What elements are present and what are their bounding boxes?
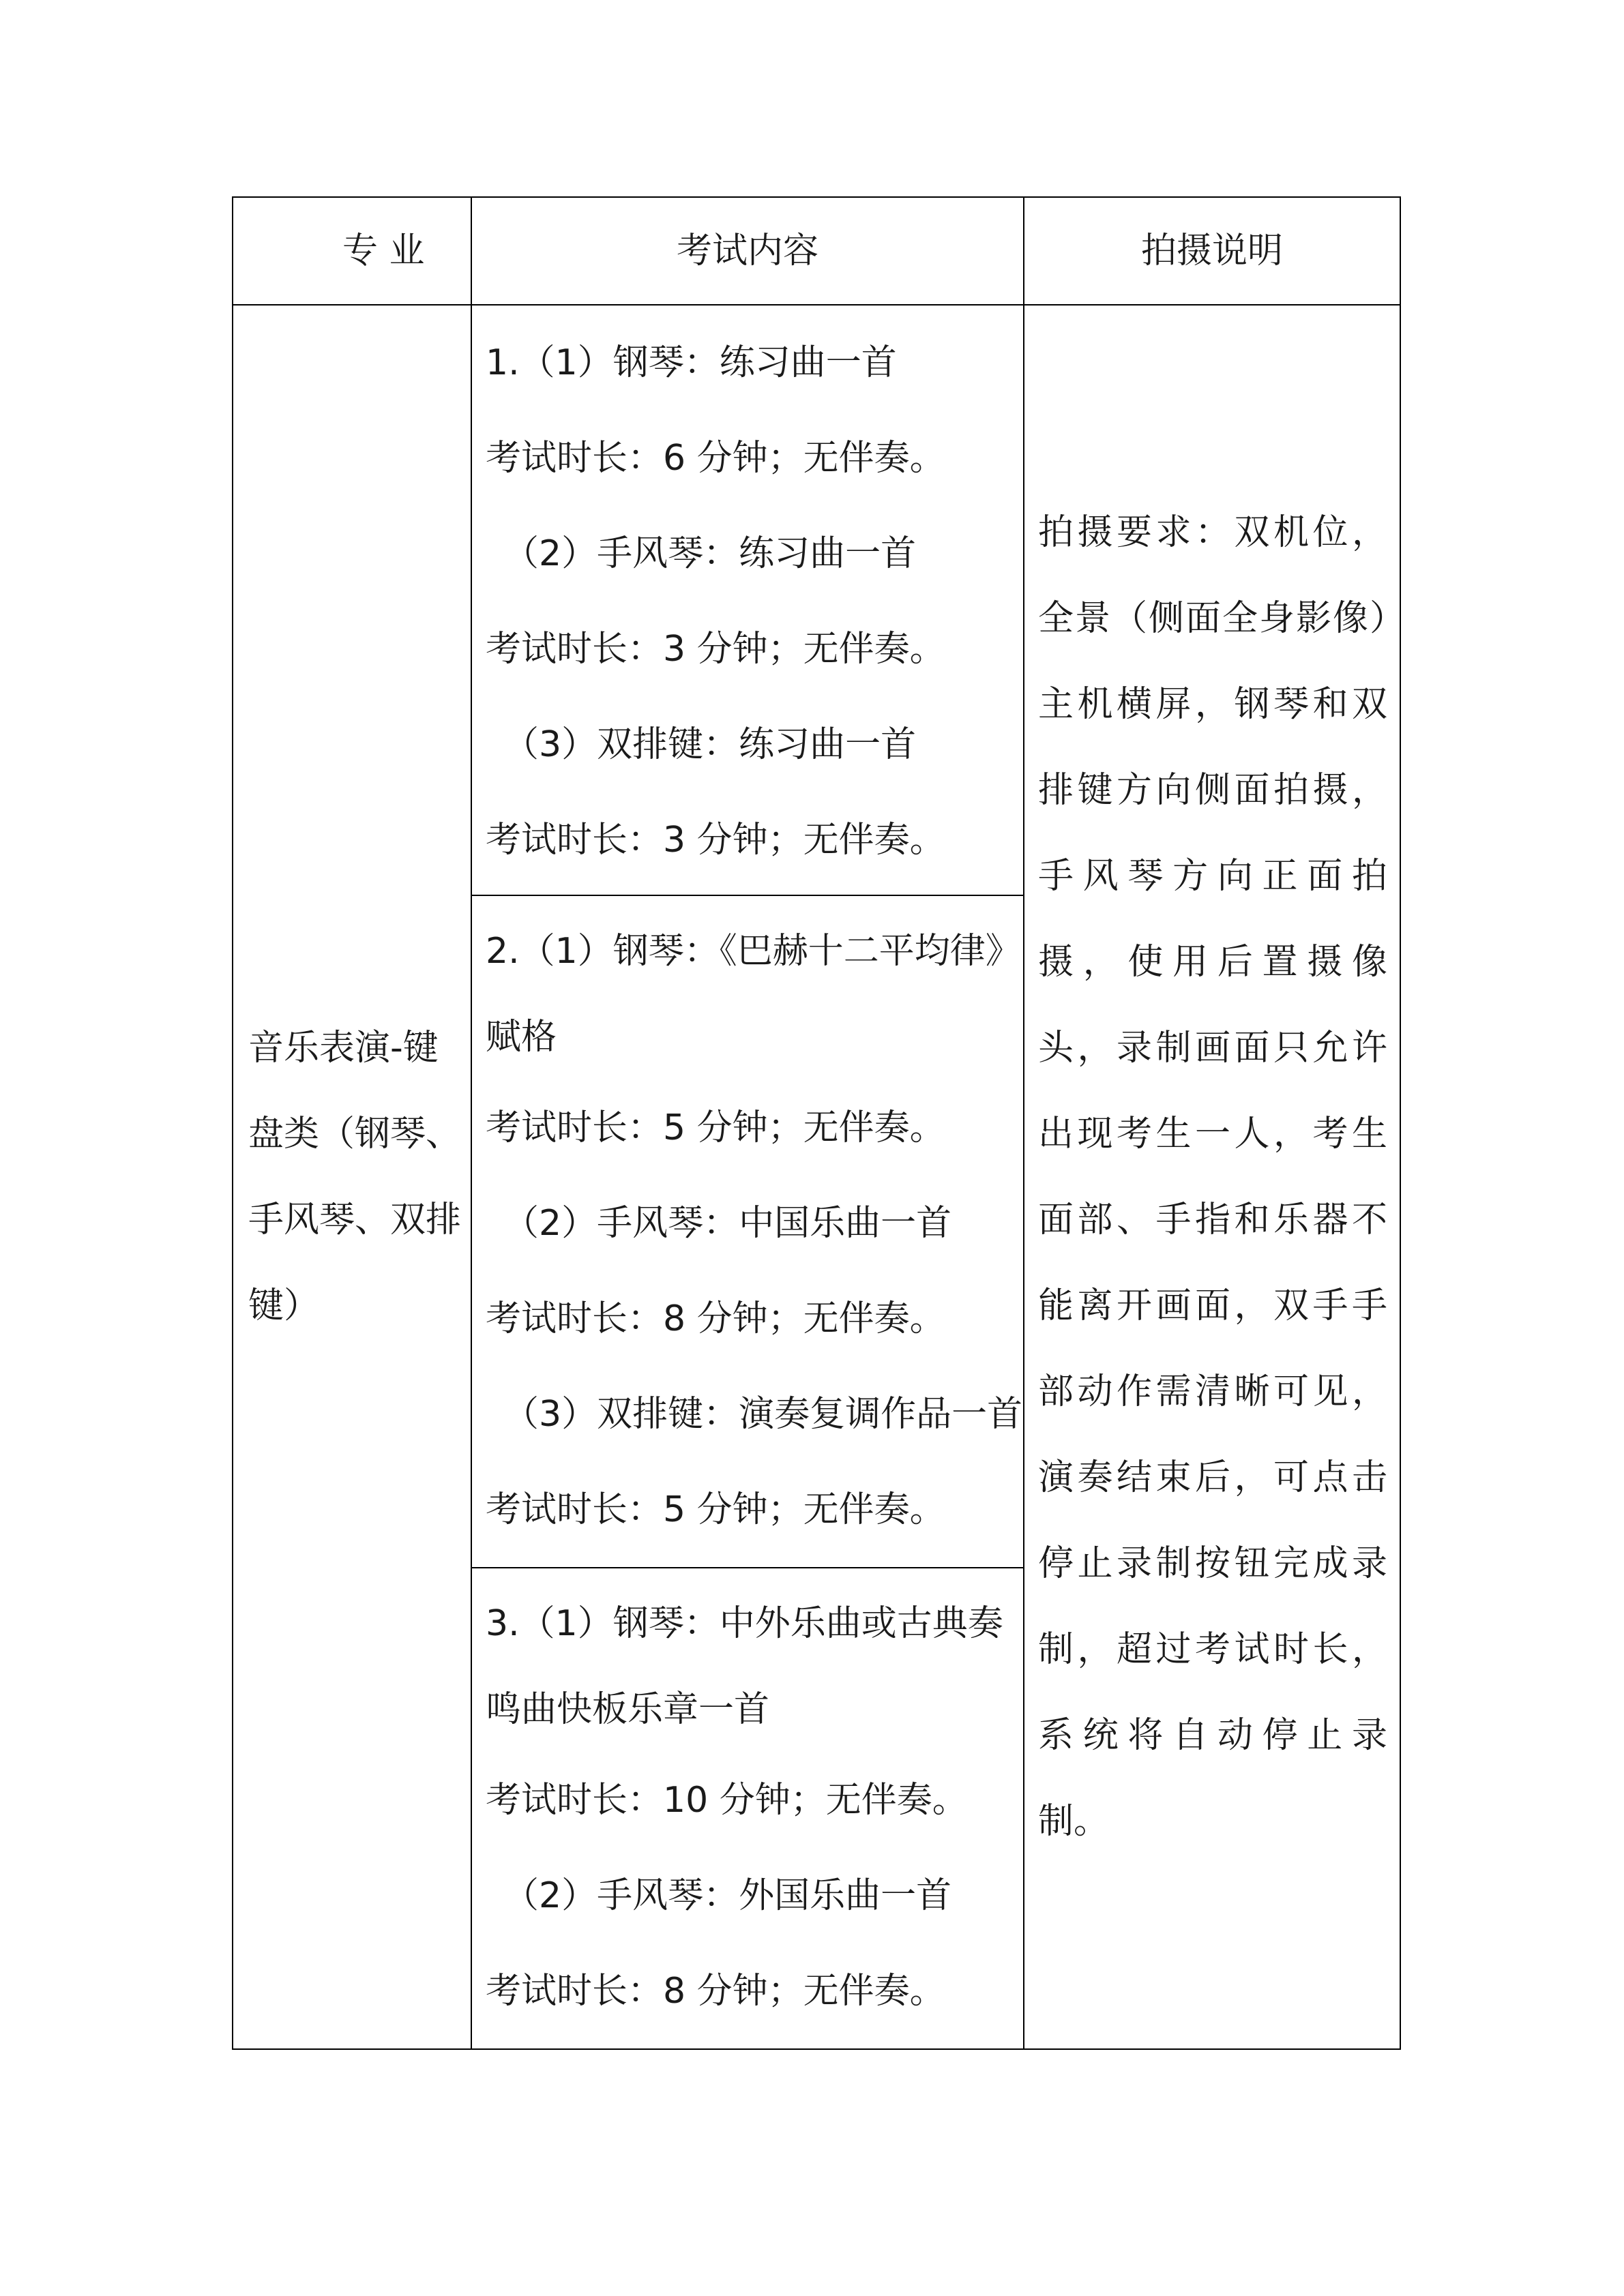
- content-line: 考试时长：8 分钟；无伴奏。: [486, 1298, 945, 1339]
- header-shooting-label: 拍摄说明: [1140, 230, 1283, 271]
- header-row: [233, 197, 1400, 305]
- header-shooting: [1024, 197, 1400, 305]
- content-line: 考试时长：3 分钟；无伴奏。: [486, 820, 945, 861]
- content-line: （3）双排键：演奏复调作品一首: [503, 1394, 1023, 1435]
- header-content: [471, 197, 1024, 305]
- shooting-cell: 拍摄要求：双机位，全景（侧面全身影像）主机横屏，钢琴和双排键方向侧面拍摄，手风琴方向正面拍摄，使用后置摄像头，录制画面只允许出现考生一人，考生面部、手指和乐器不能离开画面，双手手部动作需清晰可见，演奏结束后，可点击停止录制按钮完成录制，超过考试时长，系统将自动停止录制。: [1024, 305, 1400, 2049]
- content-line: （3）双排键：练习曲一首: [503, 724, 917, 765]
- content-line: 2.（1）钢琴：《巴赫十二平均律》赋格: [486, 931, 1003, 1058]
- content-line: （2）手风琴：外国乐曲一首: [503, 1875, 952, 1916]
- content-section-2: [471, 895, 1024, 1568]
- content-line: （2）手风琴：中国乐曲一首: [503, 1203, 952, 1244]
- header-major: [233, 197, 471, 305]
- content-section-1: [471, 305, 1024, 895]
- content-line: 考试时长：5 分钟；无伴奏。: [486, 1107, 945, 1148]
- header-content-label: 考试内容: [676, 230, 818, 271]
- content-line: 考试时长：10 分钟；无伴奏。: [486, 1780, 968, 1821]
- content-line: 考试时长：6 分钟；无伴奏。: [486, 438, 945, 479]
- content-line: 考试时长：8 分钟；无伴奏。: [486, 1971, 945, 2012]
- content-line: 3.（1）钢琴：中外乐曲或古典奏鸣曲快板乐章一首: [486, 1603, 1003, 1730]
- content-line: 考试时长：3 分钟；无伴奏。: [486, 629, 945, 670]
- header-major-label: 专 业: [342, 230, 425, 271]
- content-line: 考试时长：5 分钟；无伴奏。: [486, 1489, 945, 1530]
- major-cell: 音乐表演-键盘类（钢琴、手风琴、双排键）: [233, 305, 471, 2049]
- content-section-3: [471, 1568, 1024, 2049]
- exam-requirements-table: [232, 196, 1401, 2050]
- content-line: 1.（1）钢琴：练习曲一首: [486, 342, 897, 383]
- table-row: [233, 305, 1400, 895]
- content-line: （2）手风琴：练习曲一首: [503, 533, 917, 574]
